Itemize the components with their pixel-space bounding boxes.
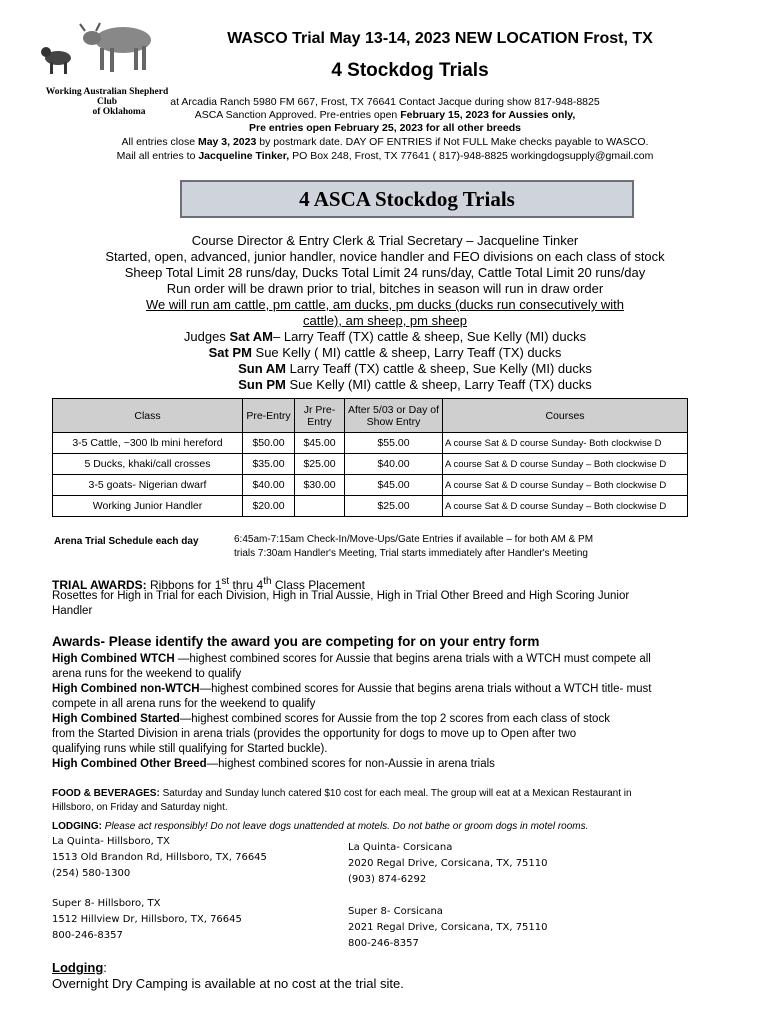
cell-jr-pre-entry	[295, 496, 345, 517]
award-started-text2: from the Started Division in arena trials (provides the opportunity for dogs to move up to Open after two	[52, 728, 577, 740]
close-line	[30, 136, 740, 149]
sanction-date: February 15, 2023 for Aussies only,	[400, 109, 576, 121]
run-order-line: Run order will be drawn prior to trial, bitches in season will run in draw order	[166, 281, 604, 296]
page-title: WASCO Trial May 13-14, 2023 NEW LOCATION Frost, TX	[227, 30, 653, 47]
hotel-laquinta-hillsboro	[52, 834, 267, 882]
cell-class: Working Junior Handler	[53, 496, 243, 517]
judges-sun-pm-text: Sue Kelly (MI) cattle & sheep, Larry Teaff (TX) ducks	[285, 377, 592, 392]
lodging-footer-label: Lodging	[52, 960, 104, 975]
mail-line	[30, 150, 740, 163]
cell-course: A course Sat & D course Sunday- Both clockwise D	[443, 433, 688, 454]
hotel-phone: 800-246-8357	[52, 930, 123, 941]
sup-th: th	[263, 576, 272, 587]
run-schedule-line: We will run am cattle, pm cattle, am ducks, pm ducks (ducks run consecutively with	[145, 297, 625, 312]
table-row	[53, 496, 688, 517]
judges-sat-pm	[40, 345, 730, 360]
food-text: Saturday and Sunday lunch catered $10 cost for each meal. The group will eat at a Mexican Restaurant in	[159, 788, 632, 799]
sanction-text: ASCA Sanction Approved. Pre-entries open	[194, 109, 401, 121]
hotel-name: Super 8- Corsicana	[348, 906, 443, 917]
cell-jr-pre-entry: $25.00	[295, 454, 345, 475]
cell-jr-pre-entry: $45.00	[295, 433, 345, 454]
hotel-name: La Quinta- Corsicana	[348, 842, 453, 853]
hotel-super8-corsicana	[348, 904, 548, 952]
judges-sat-am-label: Sat AM	[229, 329, 274, 344]
hotel-name: La Quinta- Hillsboro, TX	[52, 836, 170, 847]
header-day-of-show: After 5/03 or Day of Show Entry	[345, 399, 443, 433]
award-other	[52, 757, 495, 772]
location-line: at Arcadia Ranch 5980 FM 667, Frost, TX 76641 Contact Jacque during show 817-948-8825	[170, 96, 600, 108]
hotel-super8-hillsboro	[52, 896, 242, 944]
lodging-line	[52, 820, 588, 834]
cell-jr-pre-entry: $30.00	[295, 475, 345, 496]
cell-course: A course Sat & D course Sunday – Both clockwise D	[443, 454, 688, 475]
awards-heading: Awards- Please identify the award you are competing for on your entry form	[52, 634, 540, 649]
rosettes-line2: Handler	[52, 605, 93, 617]
rosettes-line: Rosettes for High in Trial for each Division, High in Trial Aussie, High in Trial Other Breed and High Scoring Junior	[52, 590, 630, 602]
trial-awards-text2: thru 4	[229, 578, 264, 592]
logo-text-line2: of Oklahoma	[92, 107, 146, 117]
cell-pre-entry: $20.00	[243, 496, 295, 517]
judges-sat-pm-label: Sat PM	[208, 345, 252, 360]
cell-class: 3-5 goats- Nigerian dwarf	[53, 475, 243, 496]
sup-st: st	[221, 576, 230, 587]
cell-course: A course Sat & D course Sunday – Both clockwise D	[443, 475, 688, 496]
award-started	[52, 712, 610, 727]
sanction-line	[30, 109, 740, 122]
schedule-label: Arena Trial Schedule each day	[54, 536, 199, 547]
award-wtch-text2: arena runs for the weekend to qualify	[52, 668, 242, 680]
close-text: All entries close	[121, 136, 198, 148]
food-label: FOOD & BEVERAGES:	[52, 788, 160, 799]
run-schedule-line2: cattle), am sheep, pm sheep	[302, 313, 468, 328]
lodging-note: Please act responsibly! Do not leave dogs unattended at motels. Do not bathe or groom dogs in motel rooms.	[102, 821, 589, 832]
logo-text-line1: Working Australian Shepherd Club	[45, 87, 169, 107]
mail-text: Mail all entries to	[116, 150, 199, 162]
hotel-phone: (254) 580-1300	[52, 868, 131, 879]
lodging-label: LODGING:	[52, 821, 102, 832]
divisions-line: Started, open, advanced, junior handler, novice handler and FEO divisions on each class of stock	[105, 249, 665, 264]
trials-banner: 4 ASCA Stockdog Trials	[180, 180, 634, 218]
cell-class: 5 Ducks, khaki/call crosses	[53, 454, 243, 475]
cell-day-of-show: $25.00	[345, 496, 443, 517]
page-subtitle: 4 Stockdog Trials	[331, 60, 489, 81]
judges-label: Judges	[183, 329, 230, 344]
award-nonwtch-text2: compete in all arena runs for the weekend to qualify	[52, 698, 316, 710]
judges-sun-am-label: Sun AM	[238, 361, 287, 376]
limits-line: Sheep Total Limit 28 runs/day, Ducks Total Limit 24 runs/day, Cattle Total Limit 20 runs/day	[124, 265, 646, 280]
header-pre-entry: Pre-Entry	[243, 399, 295, 433]
judges-sat-pm-text: Sue Kelly ( MI) cattle & sheep, Larry Teaff (TX) ducks	[251, 345, 562, 360]
pre-entries-line: Pre entries open February 25, 2023 for all other breeds	[249, 122, 521, 134]
hotel-address: 2020 Regal Drive, Corsicana, TX, 75110	[348, 858, 548, 869]
judges-sat-am-text: – Larry Teaff (TX) cattle & sheep, Sue Kelly (MI) ducks	[273, 329, 587, 344]
table-row	[53, 475, 688, 496]
award-wtch-text: —highest combined scores for Aussie that begins arena trials with a WTCH must compete all	[174, 653, 651, 665]
close-text-rest: by postmark date. DAY OF ENTRIES if Not FULL Make checks payable to WASCO.	[256, 136, 649, 148]
cell-day-of-show: $45.00	[345, 475, 443, 496]
trial-awards-label: TRIAL AWARDS:	[52, 578, 147, 592]
mail-name: Jacqueline Tinker,	[198, 150, 290, 162]
lodging-footer-colon: :	[103, 960, 107, 975]
cell-class: 3-5 Cattle, ~300 lb mini hereford	[53, 433, 243, 454]
fees-table	[52, 398, 688, 517]
hotel-address: 2021 Regal Drive, Corsicana, TX, 75110	[348, 922, 548, 933]
cell-pre-entry: $40.00	[243, 475, 295, 496]
dog-cattle-logo-icon	[38, 18, 176, 80]
judges-sun-pm-label: Sun PM	[238, 377, 286, 392]
award-wtch	[52, 652, 651, 667]
trial-awards-text3: Class Placement	[271, 578, 365, 592]
camping-line: Overnight Dry Camping is available at no cost at the trial site.	[52, 976, 404, 991]
close-date: May 3, 2023	[197, 136, 257, 148]
award-wtch-label: High Combined WTCH	[52, 653, 175, 665]
cell-day-of-show: $55.00	[345, 433, 443, 454]
hotel-address: 1512 Hillview Dr, Hillsboro, TX, 76645	[52, 914, 242, 925]
hotel-phone: (903) 874-6292	[348, 874, 427, 885]
hotel-phone: 800-246-8357	[348, 938, 419, 949]
table-header-row	[53, 399, 688, 433]
award-nonwtch-text: —highest combined scores for Aussie that begins arena trials without a WTCH title- must	[199, 683, 652, 695]
mail-address: PO Box 248, Frost, TX 77641 ( 817)-948-8825 workingdogsupply@gmail.com	[289, 150, 654, 162]
food-line2: Hillsboro, on Friday and Saturday night.	[52, 802, 228, 813]
award-started-label: High Combined Started	[52, 713, 180, 725]
cell-pre-entry: $50.00	[243, 433, 295, 454]
award-started-text: —highest combined scores for Aussie from the top 2 scores from each class of stock	[179, 713, 610, 725]
hotel-laquinta-corsicana	[348, 840, 548, 888]
judges-sat-am	[40, 329, 730, 344]
cell-day-of-show: $40.00	[345, 454, 443, 475]
trial-awards-text: Ribbons for 1	[146, 578, 222, 592]
schedule-line2: trials 7:30am Handler's Meeting, Trial starts immediately after Handler's Meeting	[234, 548, 588, 559]
award-other-label: High Combined Other Breed	[52, 758, 207, 770]
cell-course: A course Sat & D course Sunday – Both clockwise D	[443, 496, 688, 517]
judges-sun-am	[40, 361, 730, 376]
award-nonwtch-label: High Combined non-WTCH	[52, 683, 200, 695]
award-nonwtch	[52, 682, 651, 697]
judges-sun-am-text: Larry Teaff (TX) cattle & sheep, Sue Kelly (MI) ducks	[286, 361, 592, 376]
cell-pre-entry: $35.00	[243, 454, 295, 475]
header-jr-pre-entry: Jr Pre-Entry	[295, 399, 345, 433]
judges-sun-pm	[40, 377, 730, 392]
header-class: Class	[53, 399, 243, 433]
food-line	[52, 787, 632, 801]
award-started-text3: qualifying runs while still qualifying for Started buckle).	[52, 743, 328, 755]
award-other-text: —highest combined scores for non-Aussie in arena trials	[206, 758, 495, 770]
hotel-name: Super 8- Hillsboro, TX	[52, 898, 161, 909]
table-row	[53, 433, 688, 454]
table-row	[53, 454, 688, 475]
header-courses: Courses	[443, 399, 688, 433]
hotel-address: 1513 Old Brandon Rd, Hillsboro, TX, 76645	[52, 852, 267, 863]
schedule-line1: 6:45am-7:15am Check-In/Move-Ups/Gate Entries if available – for both AM & PM	[234, 534, 594, 545]
lodging-footer-heading	[52, 960, 107, 975]
course-director-line: Course Director & Entry Clerk & Trial Secretary – Jacqueline Tinker	[191, 233, 579, 248]
